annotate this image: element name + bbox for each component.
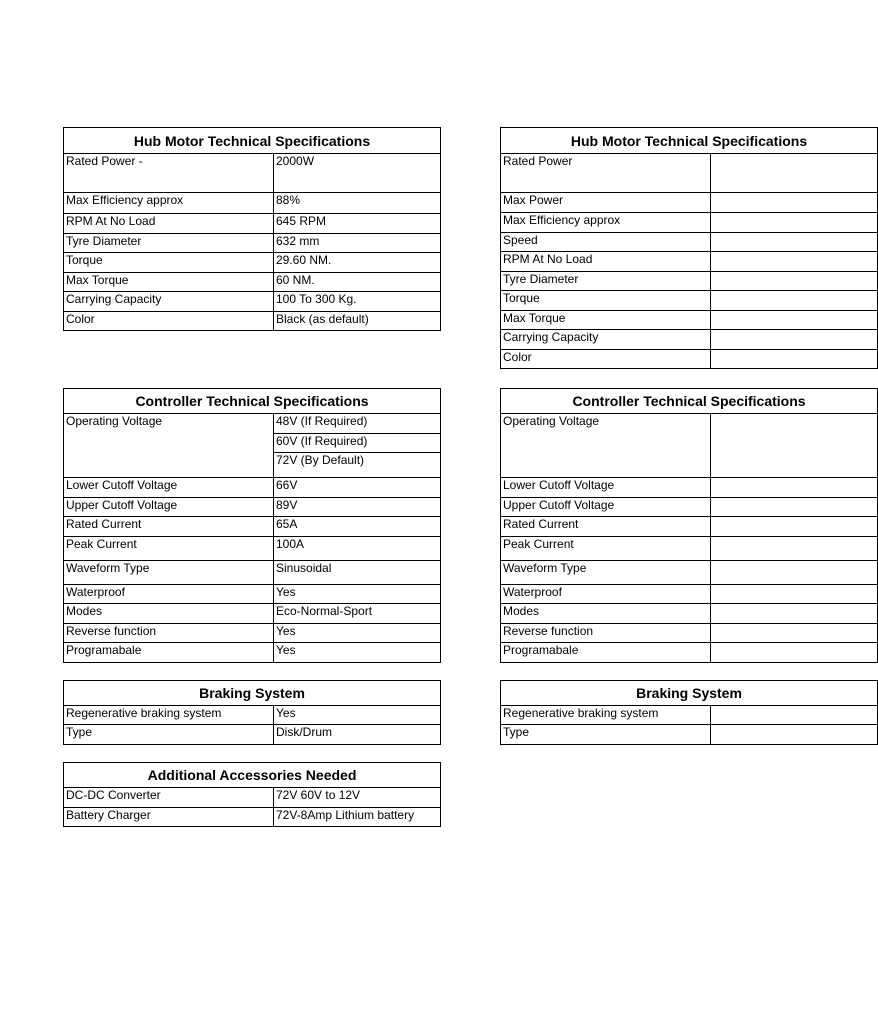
spec-value: 72V 60V to 12V xyxy=(274,788,441,808)
spec-label: Reverse function xyxy=(501,624,711,643)
spec-label: Regenerative braking system xyxy=(64,706,274,725)
spec-label: Tyre Diameter xyxy=(64,234,274,253)
spec-label: Carrying Capacity xyxy=(64,292,274,312)
spec-label: Color xyxy=(64,312,274,331)
controller-table-right xyxy=(500,388,878,663)
braking-table-right xyxy=(500,680,878,745)
spec-value: 60 NM. xyxy=(274,273,441,292)
controller-title: Controller Technical Specifications xyxy=(64,389,441,414)
spec-label: Speed xyxy=(501,233,711,252)
spec-label: Tyre Diameter xyxy=(501,272,711,291)
spec-label: Regenerative braking system xyxy=(501,706,711,725)
spec-label: Max Efficiency approx xyxy=(501,213,711,233)
spec-label: RPM At No Load xyxy=(64,214,274,234)
spec-label: Rated Current xyxy=(501,517,711,537)
spec-value: 645 RPM xyxy=(274,214,441,234)
spec-label: Programabale xyxy=(64,643,274,663)
spec-value: 2000W xyxy=(274,154,441,193)
hub-motor-table-right xyxy=(500,127,878,369)
spec-label: Peak Current xyxy=(501,537,711,561)
spec-value: Yes xyxy=(274,624,441,643)
spec-label: Waterproof xyxy=(64,585,274,604)
spec-value: 65A xyxy=(274,517,441,537)
spec-label: DC-DC Converter xyxy=(64,788,274,808)
spec-label: Rated Current xyxy=(64,517,274,537)
spec-label: Rated Power xyxy=(501,154,711,193)
spec-value: Yes xyxy=(274,706,441,725)
spec-value: Disk/Drum xyxy=(274,725,441,745)
spec-value: 48V (If Required) xyxy=(274,414,441,434)
spec-label: Max Power xyxy=(501,193,711,213)
spec-value: 89V xyxy=(274,498,441,517)
braking-title: Braking System xyxy=(64,681,441,706)
spec-label: Reverse function xyxy=(64,624,274,643)
spec-label: Type xyxy=(501,725,711,745)
spec-value: 88% xyxy=(274,193,441,214)
hub-motor-title: Hub Motor Technical Specifications xyxy=(64,128,441,154)
spec-label: Waveform Type xyxy=(64,561,274,585)
spec-label: Type xyxy=(64,725,274,745)
spec-value: 632 mm xyxy=(274,234,441,253)
spec-value: 72V (By Default) xyxy=(274,453,441,478)
accessories-title: Additional Accessories Needed xyxy=(64,763,441,788)
spec-label: Battery Charger xyxy=(64,808,274,827)
spec-label: Max Efficiency approx xyxy=(64,193,274,214)
spec-label: Upper Cutoff Voltage xyxy=(64,498,274,517)
spec-label: Lower Cutoff Voltage xyxy=(501,478,711,498)
braking-title-right: Braking System xyxy=(501,681,878,706)
controller-title-right: Controller Technical Specifications xyxy=(501,389,878,414)
spec-value: Eco-Normal-Sport xyxy=(274,604,441,624)
spec-label: Upper Cutoff Voltage xyxy=(501,498,711,517)
spec-value: Black (as default) xyxy=(274,312,441,331)
spec-label: Max Torque xyxy=(64,273,274,292)
spec-label: Torque xyxy=(501,291,711,311)
spec-label: Lower Cutoff Voltage xyxy=(64,478,274,498)
spec-label: RPM At No Load xyxy=(501,252,711,272)
spec-value: 100A xyxy=(274,537,441,561)
spec-label: Color xyxy=(501,350,711,369)
spec-label: Rated Power - xyxy=(64,154,274,193)
spec-label: Modes xyxy=(501,604,711,624)
spec-value: Yes xyxy=(274,585,441,604)
spec-label: Waveform Type xyxy=(501,561,711,585)
spec-label: Modes xyxy=(64,604,274,624)
spec-label: Carrying Capacity xyxy=(501,330,711,350)
spec-label: Programabale xyxy=(501,643,711,663)
spec-label: Torque xyxy=(64,253,274,273)
spec-value: 60V (If Required) xyxy=(274,434,441,453)
spec-value: Sinusoidal xyxy=(274,561,441,585)
spec-label: Peak Current xyxy=(64,537,274,561)
hub-motor-title-right: Hub Motor Technical Specifications xyxy=(501,128,878,154)
spec-value: 100 To 300 Kg. xyxy=(274,292,441,312)
spec-label: Waterproof xyxy=(501,585,711,604)
spec-value: 72V-8Amp Lithium battery xyxy=(274,808,441,827)
spec-value: 29.60 NM. xyxy=(274,253,441,273)
spec-value: Yes xyxy=(274,643,441,663)
spec-label: Max Torque xyxy=(501,311,711,330)
spec-label: Operating Voltage xyxy=(501,414,711,478)
spec-label: Operating Voltage xyxy=(64,414,274,478)
spec-value: 66V xyxy=(274,478,441,498)
